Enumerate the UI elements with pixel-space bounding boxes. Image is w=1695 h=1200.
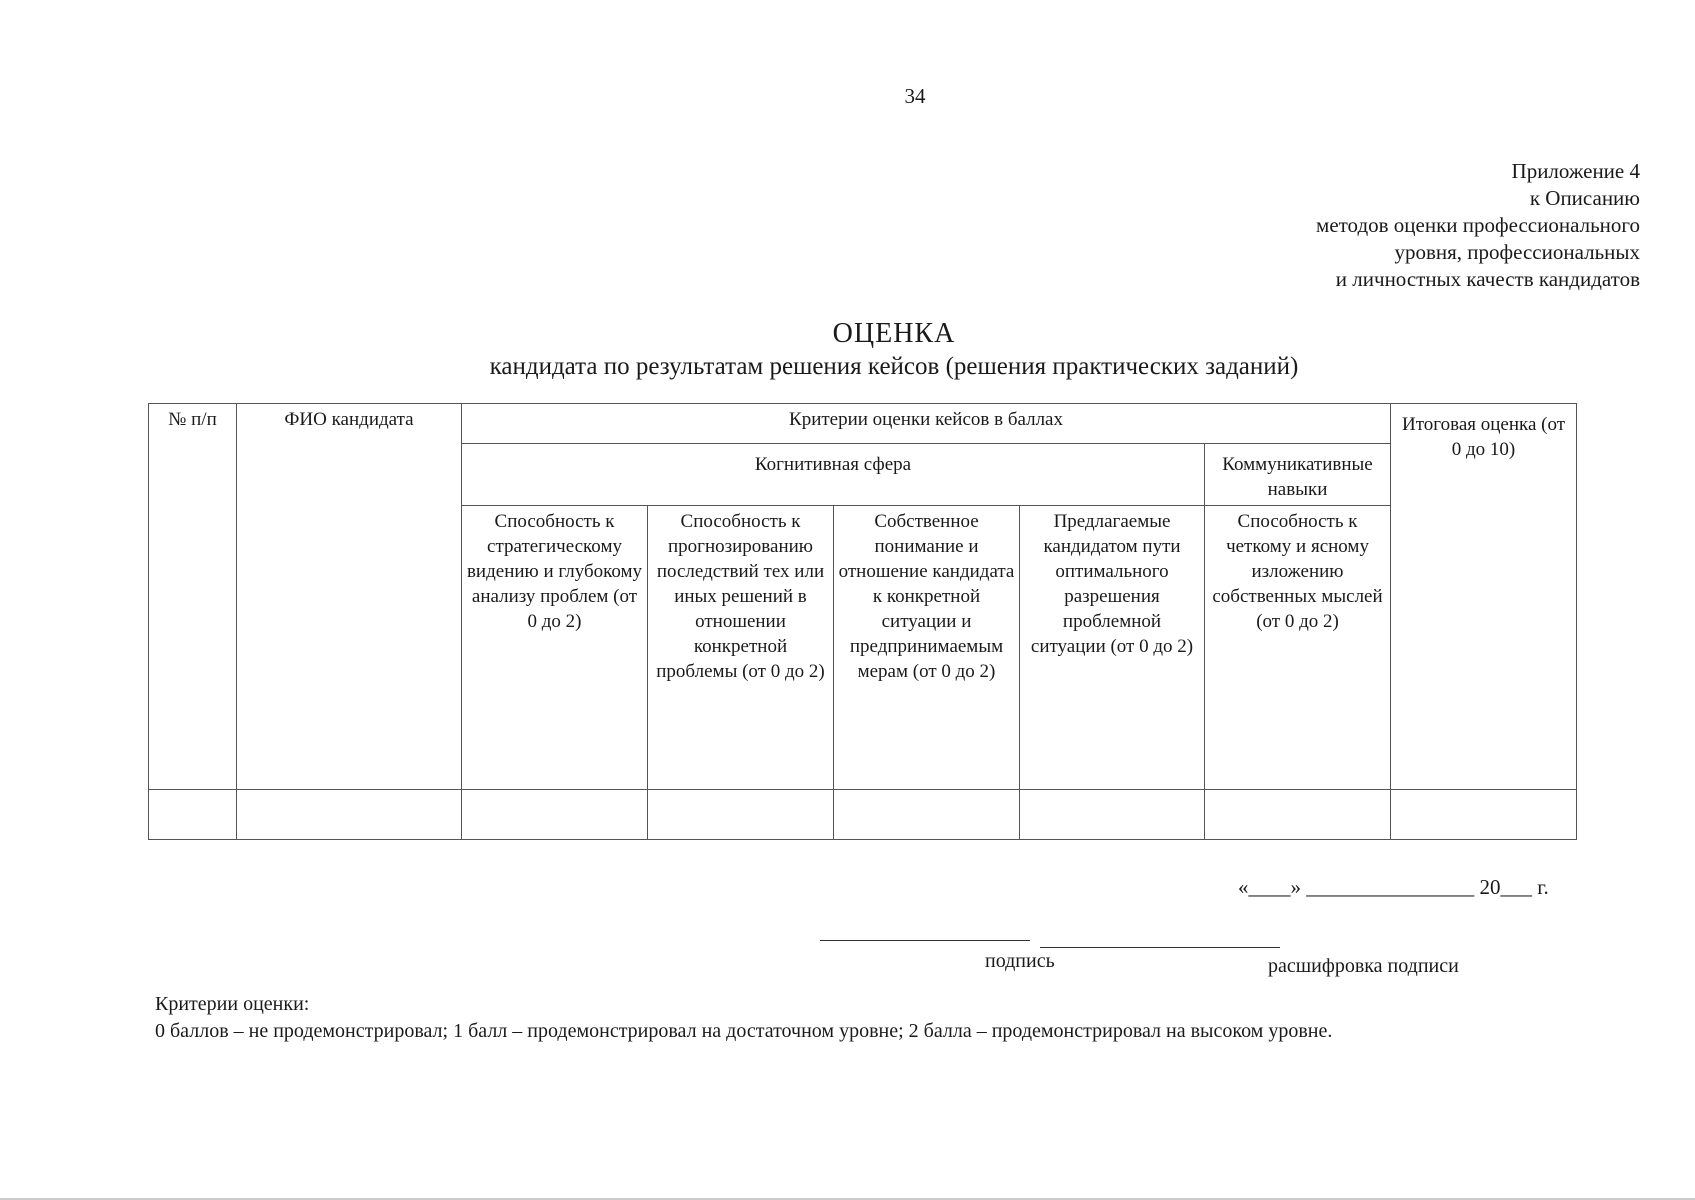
header-criteria: Критерии оценки кейсов в баллах <box>462 404 1391 444</box>
criterion-own-understanding: Собственное понимание и отношение кандидата к конкретной ситуации и предпринимаемым мерам (от 0 до 2) <box>834 506 1020 790</box>
criterion-forecasting: Способность к прогнозированию последствий тех или иных решений в отношении конкретной проблемы (от 0 до 2) <box>648 506 834 790</box>
header-total-score: Итоговая оценка (от 0 до 10) <box>1391 404 1577 790</box>
cell-candidate-name[interactable] <box>237 790 462 840</box>
criterion-clear-expression: Способность к четкому и ясному изложению собственных мыслей (от 0 до 2) <box>1205 506 1391 790</box>
criteria-title: Критерии оценки: <box>155 993 310 1015</box>
header-cognitive: Когнитивная сфера <box>462 444 1205 506</box>
date-line: «____» ________________ 20___ г. <box>1238 875 1549 899</box>
header-candidate-name: ФИО кандидата <box>237 404 462 790</box>
appendix-line: к Описанию <box>1529 186 1640 210</box>
criterion-strategic-vision: Способность к стратегическому видению и глубокому анализу проблем (от 0 до 2) <box>462 506 648 790</box>
criteria-text: 0 баллов – не продемонстрировал; 1 балл – продемонстрировал на достаточном уровне; 2 балла – продемонстрировал на высоком уровне. <box>155 1020 1333 1042</box>
cell-score-2[interactable] <box>648 790 834 840</box>
appendix-line: уровня, профессиональных <box>1394 240 1640 264</box>
appendix-line: и личностных качеств кандидатов <box>1335 267 1640 291</box>
cell-total-score[interactable] <box>1391 790 1577 840</box>
cell-number[interactable] <box>149 790 237 840</box>
cell-score-1[interactable] <box>462 790 648 840</box>
header-number: № п/п <box>149 404 237 790</box>
appendix-note <box>1316 158 1640 293</box>
cell-score-5[interactable] <box>1205 790 1391 840</box>
evaluation-table <box>148 403 1577 840</box>
criterion-proposed-solutions: Предлагаемые кандидатом пути оптимального разрешения проблемной ситуации (от 0 до 2) <box>1020 506 1205 790</box>
header-communicative: Коммуникативные навыки <box>1205 444 1391 506</box>
appendix-line: Приложение 4 <box>1511 159 1640 183</box>
document-title: ОЦЕНКА <box>832 318 956 349</box>
signature-label: подпись <box>985 950 1055 972</box>
appendix-line: методов оценки профессионального <box>1316 213 1640 237</box>
signature-decoding-line <box>1040 947 1280 948</box>
cell-score-4[interactable] <box>1020 790 1205 840</box>
document-subtitle: кандидата по результатам решения кейсов (решения практических заданий) <box>489 353 1299 380</box>
cell-score-3[interactable] <box>834 790 1020 840</box>
signature-line <box>820 940 1030 941</box>
page-number: 34 <box>904 84 926 108</box>
signature-decoding-label: расшифровка подписи <box>1268 955 1459 977</box>
